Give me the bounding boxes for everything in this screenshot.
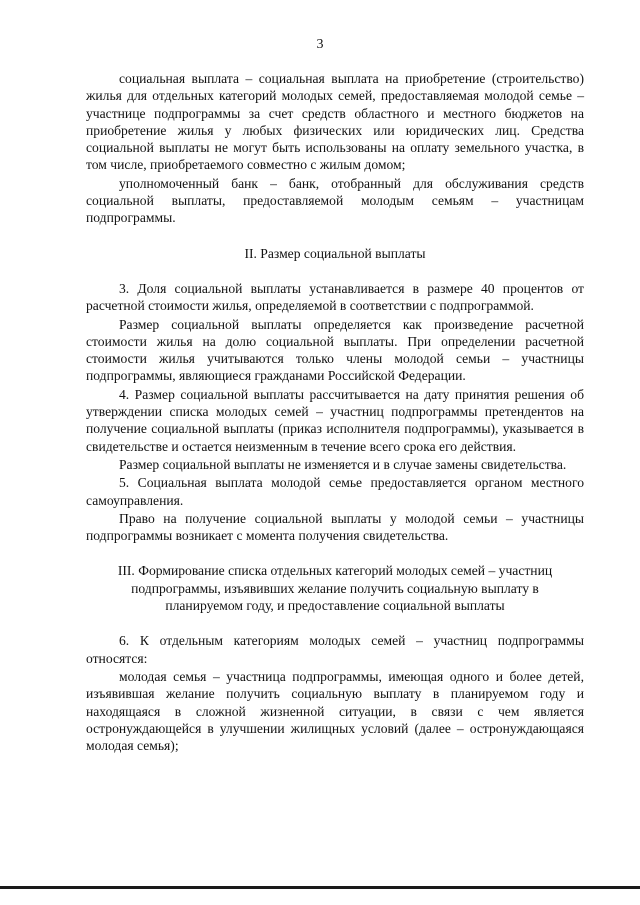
- section-3-heading: III. Формирование списка отдельных категорий молодых семей – участниц подпрограммы, изъявивших желание получить социальную выплату в планируемом году, и предоставление социальной выплаты: [117, 563, 553, 614]
- paragraph-3-size: Размер социальной выплаты определяется как произведение расчетной стоимости жилья на долю социальной выплаты. При определении расчетной стоимости жилья учитываются только члены молодой семьи – участницы подпрограммы, являющиеся гражданами Российской Федерации.: [86, 316, 584, 384]
- paragraph-4-unchanged: Размер социальной выплаты не изменяется и в случае замены свидетельства.: [119, 456, 567, 472]
- paragraph-5-right: Право на получение социальной выплаты у молодой семьи – участницы подпрограммы возникает с момента получения свидетельства.: [86, 510, 584, 544]
- paragraph-6: 6. К отдельным категориям молодых семей – участниц подпрограммы относятся:: [86, 633, 584, 666]
- document-body: [86, 70, 584, 754]
- section-2-heading: II. Размер социальной выплаты: [244, 245, 426, 261]
- paragraph-3: 3. Доля социальной выплаты устанавливается в размере 40 процентов от расчетной стоимости жилья, определяемой в соответствии с подпрограммой.: [86, 280, 584, 314]
- definition-social-payment: социальная выплата – социальная выплата на приобретение (строительство) жилья для отдельных категорий молодых семей, предоставляемая молодой семье – участнице подпрограммы за счет средств областного и местного бюджетов на приобретение жилья у любых физических или юридических лиц. Средства социальной выплаты не могут быть использованы на оплату земельного участка, в том числе, приобретаемого совместно с жилым домом;: [86, 71, 584, 173]
- bottom-scan-rule: [0, 886, 640, 889]
- paragraph-4: 4. Размер социальной выплаты рассчитывается на дату принятия решения об утверждении списка молодых семей – участниц подпрограммы претендентов на получение социальной выплаты (приказ исполнителя подпрограммы), указывается в свидетельстве и остается неизменным в течение всего срока его действия.: [86, 386, 584, 454]
- paragraph-5: 5. Социальная выплата молодой семье предоставляется органом местного самоуправления.: [86, 475, 584, 508]
- definition-authorized-bank: уполномоченный банк – банк, отобранный для обслуживания средств социальной выплаты, предоставляемой молодым семьям – участницам подпрограммы.: [86, 175, 584, 226]
- page-number: 3: [316, 37, 324, 52]
- paragraph-6-item: молодая семья – участница подпрограммы, имеющая одного и более детей, изъявившая желание получить социальную выплату в планируемом году и находящаяся в сложной жизненной ситуации, в связи с чем является остронуждающейся в улучшении жилищных условий (далее – остронуждающаяся молодая семья);: [86, 668, 584, 754]
